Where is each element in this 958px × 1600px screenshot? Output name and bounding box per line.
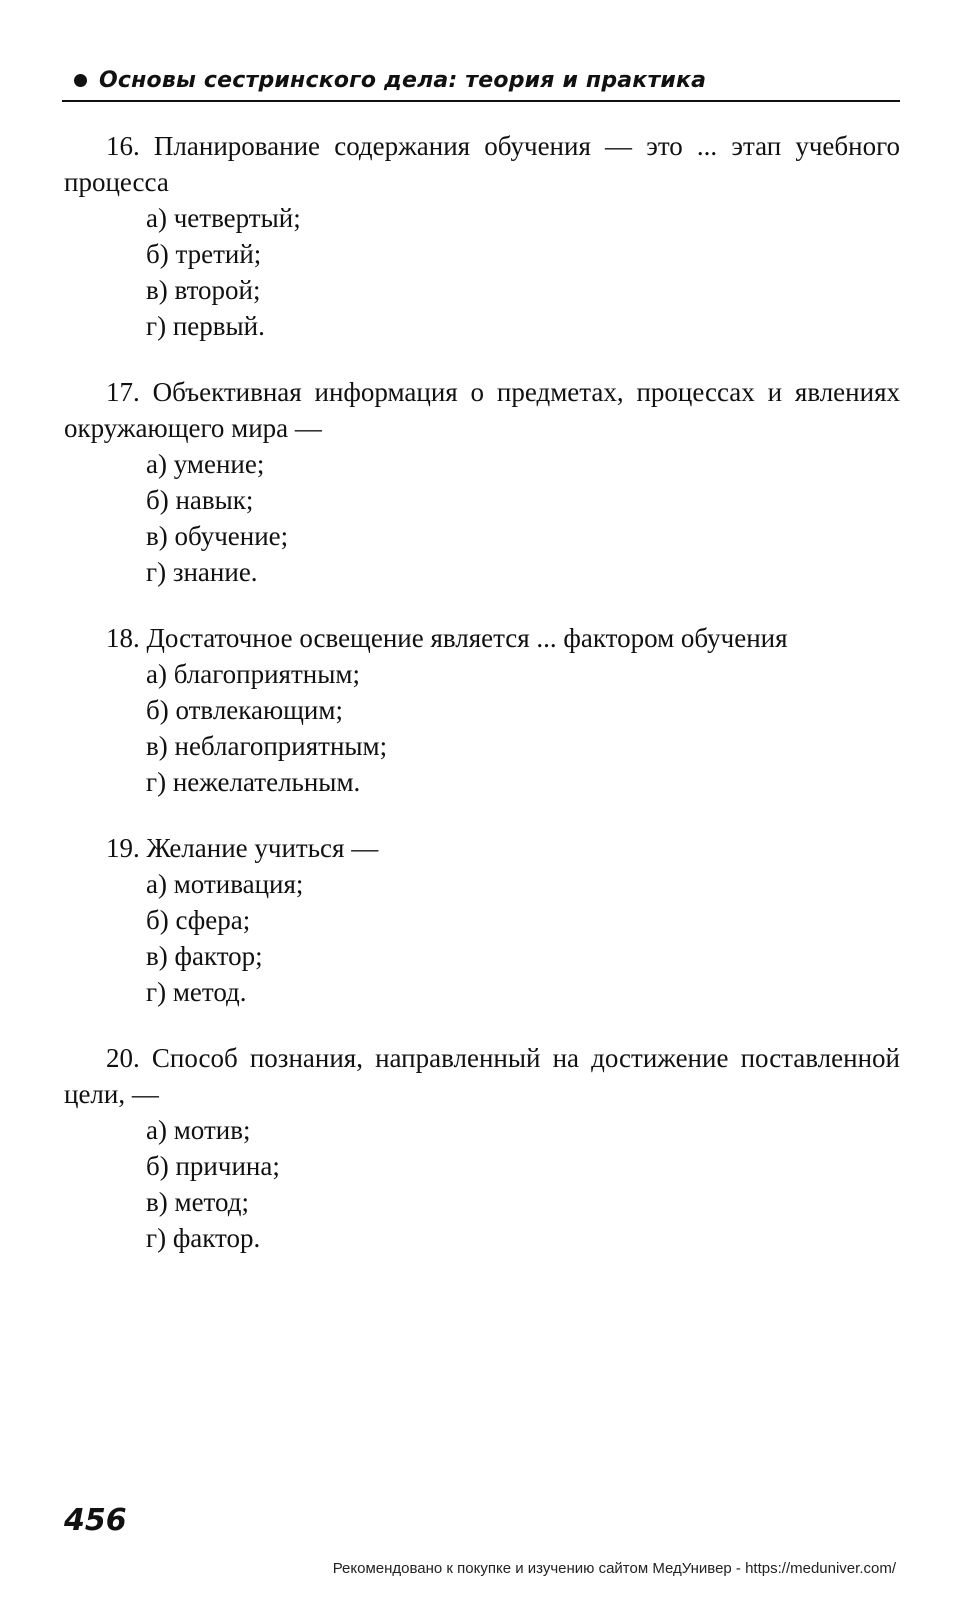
answer-options [64,200,900,344]
answer-option: г) первый. [146,311,265,341]
question-stem: 20. Способ познания, направленный на достижение поставленной цели, — [64,1043,900,1109]
footer-note: Рекомендовано к покупке и изучению сайтом МедУнивер - https://meduniver.com/ [332,1560,896,1577]
answer-options [64,446,900,590]
answer-option: в) неблагоприятным; [146,731,388,761]
answer-option: а) четвертый; [146,203,301,233]
question-list [64,128,900,1286]
answer-option: б) причина; [146,1151,280,1181]
answer-option: а) мотив; [146,1115,251,1145]
answer-option: а) мотивация; [146,869,304,899]
answer-option: в) второй; [146,275,261,305]
answer-option: б) третий; [146,239,262,269]
answer-options [64,656,900,800]
answer-option: в) фактор; [146,941,263,971]
question-stem: 19. Желание учиться — [106,833,379,863]
answer-option: в) метод; [146,1187,249,1217]
answer-option: в) обучение; [146,521,289,551]
answer-option: г) метод. [146,977,247,1007]
question-stem: 16. Планирование содержания обучения — это ... этап учебного процесса [64,131,900,197]
question-20 [64,1040,900,1256]
answer-option: б) навык; [146,485,254,515]
running-header [62,60,900,102]
answer-option: г) нежелательным. [146,767,361,797]
question-stem: 18. Достаточное освещение является ... фактором обучения [106,623,788,653]
question-16 [64,128,900,344]
answer-option: г) знание. [146,557,258,587]
answer-option: б) сфера; [146,905,251,935]
question-stem: 17. Объективная информация о предметах, процессах и явлениях окружающего мира — [64,377,900,443]
question-18 [64,620,900,800]
page-number: 456 [64,1503,127,1538]
answer-option: а) благоприятным; [146,659,360,689]
answer-option: б) отвлекающим; [146,695,343,725]
question-19 [64,830,900,1010]
header-title: Основы сестринского дела: теория и практика [99,67,707,93]
answer-options [64,866,900,1010]
answer-option: г) фактор. [146,1223,261,1253]
question-17 [64,374,900,590]
answer-option: а) умение; [146,449,265,479]
answer-options [64,1112,900,1256]
bullet-icon [74,74,87,87]
